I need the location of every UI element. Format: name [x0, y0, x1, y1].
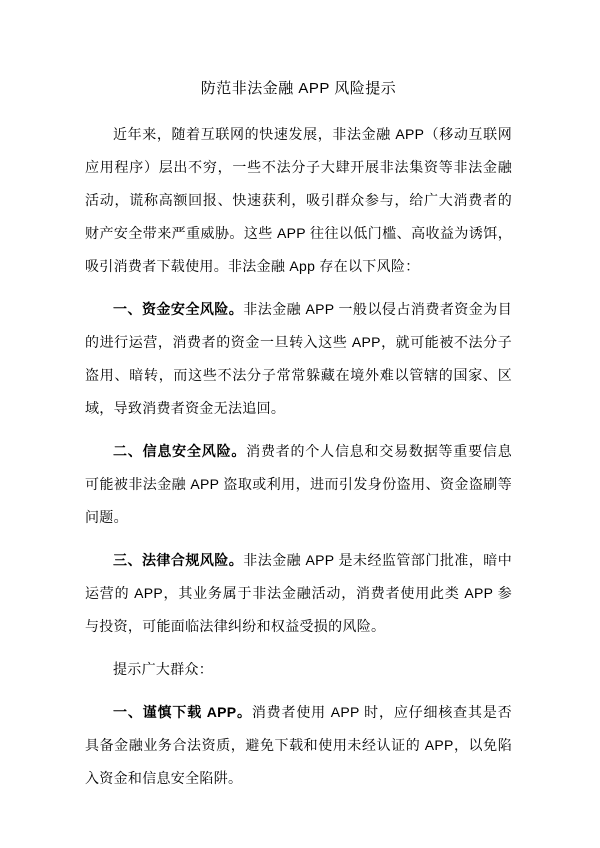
paragraph-risk-information — [85, 435, 512, 534]
paragraph-text: 提示广大群众： — [113, 661, 214, 677]
paragraph-lead: 二、信息安全风险。 — [113, 443, 247, 459]
paragraph-intro — [85, 118, 512, 283]
paragraph-advice-download — [85, 696, 512, 795]
paragraph-lead: 一、资金安全风险。 — [113, 301, 244, 317]
paragraph-text: 消费者的个人信息和交易数据等重要信息可能被非法金融 APP 盗取或利用，进而引发身份盗用、资金盗刷等问题。 — [85, 443, 512, 525]
paragraph-risk-funds — [85, 293, 512, 425]
paragraph-text: 非法金融 APP 一般以侵占消费者资金为目的进行运营，消费者的资金一旦转入这些 APP，就可能被不法分子盗用、暗转，而这些不法分子常常躲藏在境外难以管辖的国家、区域，导致消费者资金无法追回。 — [85, 301, 513, 416]
paragraph-text: 近年来，随着互联网的快速发展，非法金融 APP（移动互联网应用程序）层出不穷，一些不法分子大肆开展非法集资等非法金融活动，谎称高额回报、快速获利，吸引群众参与，给广大消费者的财产安全带来严重威胁。这些 APP 往往以低门槛、高收益为诱饵，吸引消费者下载使用。非法金融 App 存在以下风险： — [85, 126, 512, 274]
paragraph-lead: 三、法律合规风险。 — [113, 552, 244, 568]
paragraph-notice-lead-in — [85, 653, 512, 686]
document-title: 防范非法金融 APP 风险提示 — [200, 80, 397, 97]
paragraph-risk-legal — [85, 544, 512, 643]
paragraph-text: 消费者使用 APP 时，应仔细核查其是否具备金融业务合法资质，避免下载和使用未经认证的 APP，以免陷入资金和信息安全陷阱。 — [85, 704, 512, 786]
paragraph-lead: 一、谨慎下载 APP。 — [113, 704, 252, 720]
paragraph-text: 非法金融 APP 是未经监管部门批准，暗中运营的 APP，其业务属于非法金融活动，消费者使用此类 APP 参与投资，可能面临法律纠纷和权益受损的风险。 — [85, 552, 513, 634]
